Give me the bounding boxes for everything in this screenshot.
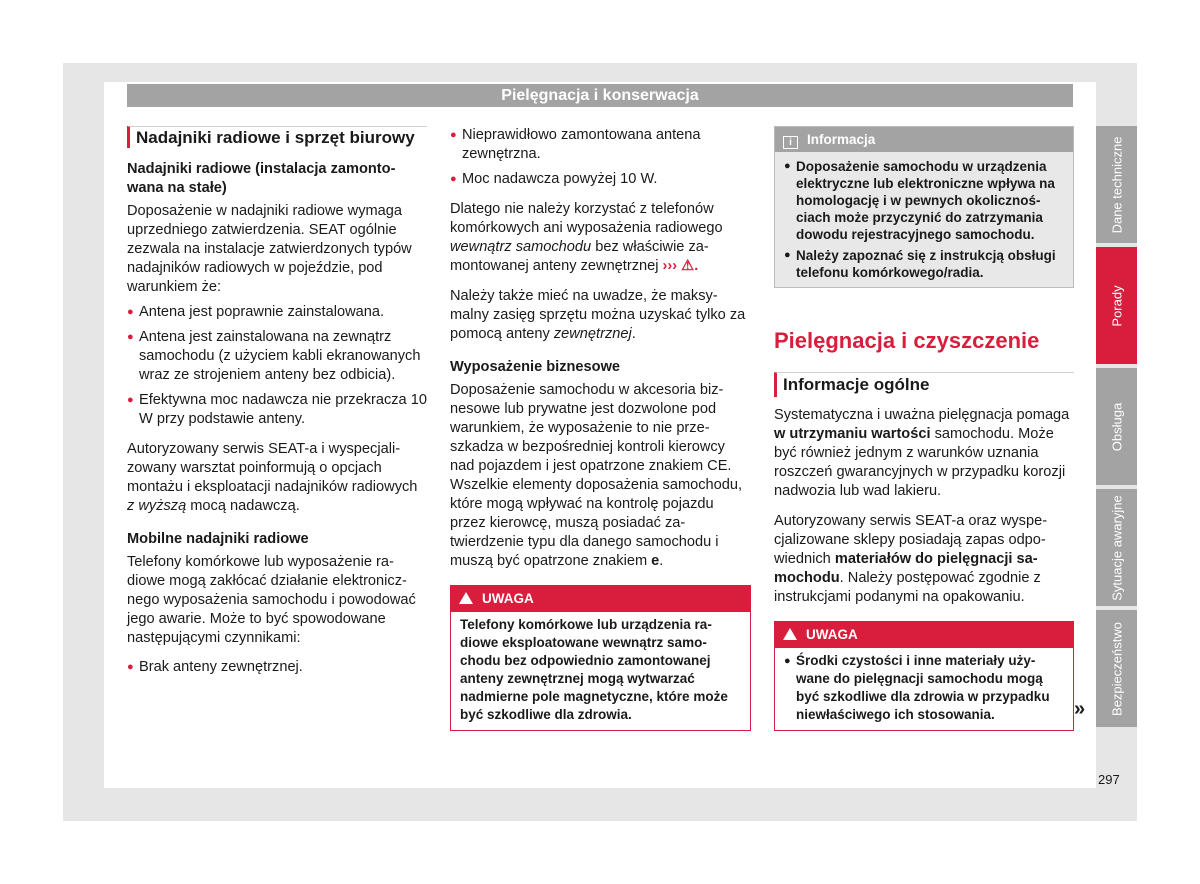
list-item: ● Brak anteny zewnętrznej. [127,658,427,677]
subheading-business-equipment: Wyposażenie biznesowe [450,359,621,375]
column-3 [774,126,1074,731]
list-item: ● Nieprawidłowo zamontowana antena zewnętrzna. [450,126,751,164]
warning-box-cleaning [774,621,1074,731]
paragraph-business: Doposażenie samochodu w akcesoria biznesowe lub prywatne jest dozwolone pod warunkiem, że wyposażenie to nie przeszkadza w bezpośredniej kontroli kierowcy nad pojazdem i jest opatrzone znakiem CE. Wszelkie elementy doposażenia samochodu, które mogą wpływać na kontrolę pojazdu przez kierowcę, muszą posiadać zatwierdzenie typu dla danego samochodu i muszą być opatrzone znakiem e. [450,382,743,569]
info-text [775,152,1073,287]
chapter-header: Pielęgnacja i konserwacja [127,84,1073,107]
section-title-radio: Nadajniki radiowe i sprzęt biurowy [127,126,427,148]
column-1 [127,126,427,677]
info-icon: i [783,136,798,149]
warning-text: ● Środki czystości i inne materiały używane do pielęgnacji samochodu mogą być szkodliwe dla zdrowia w przypadku niewłaściwego ich stosowania. [775,648,1073,730]
paragraph-service-info: Autoryzowany serwis SEAT-a i wyspecjalizowany warsztat poinformują o opcjach montażu i eksploatacji nadajników radiowych z wyższą mocą nadawczą. [127,441,418,514]
paragraph-range: Należy także mieć na uwadze, że maksymalny zasięg sprzętu można uzyskać tylko za pomocą anteny zewnętrznej. [450,288,746,342]
warning-triangle-icon [459,592,473,604]
tab-sytuacje-awaryjne[interactable]: Sytuacje awaryjne [1096,489,1137,606]
tab-bezpieczenstwo[interactable]: Bezpieczeństwo [1096,610,1137,727]
subheading-mobile-transmitters: Mobilne nadajniki radiowe [127,531,309,547]
warning-header: UWAGA [775,622,1073,648]
info-header: i Informacja [775,127,1073,152]
warning-text: Telefony komórkowe lub urządzenia radiowe eksploatowane wewnątrz samochodu bez odpowiednio zamontowanej anteny zewnętrznej mogą wytwarzać nadmierne pole magnetyczne, które może być szkodliwe dla zdrowia. [451,612,750,730]
tab-porady[interactable]: Porady [1096,247,1137,364]
paragraph-care: Systematyczna i uważna pielęgnacja pomaga w utrzymaniu wartości samochodu. Może być również jednym z warunków uznania roszczeń gwarancyjnych w przypadku korozji nadwozia lub wad lakieru. [774,407,1070,499]
chapter-title-care: Pielęgnacja i czyszczenie [774,328,1040,353]
tab-obsluga[interactable]: Obsługa [1096,368,1137,485]
subheading-fixed-transmitters: Nadajniki radiowe (instalacja zamontowana na stałe) [127,161,396,196]
list-item: ● Doposażenie samochodu w urządzenia elektryczne lub elektroniczne wpływa na homologację i w pewnych okolicznościach może przyczynić do zatrzymania dowodu rejestracyjnego samochodu. [784,158,1063,243]
info-box [774,126,1074,288]
paragraph-fixed-intro: Doposażenie w nadajniki radiowe wymaga uprzedniego zatwierdzenia. SEAT ogólnie zezwala na instalacje zatwierdzonych typów nadajników radiowych w pojeździe, pod warunkiem że: [127,203,412,295]
paragraph-materials: Autoryzowany serwis SEAT-a oraz wyspecjalizowane sklepy posiadają zapas odpowiednich materiałów do pielęgnacji samochodu. Należy postępować zgodnie z instrukcjami podanymi na opakowaniu. [774,513,1048,605]
warning-header: UWAGA [451,586,750,612]
column-2 [450,126,751,731]
warning-triangle-icon [783,628,797,640]
list-item: ● Należy zapoznać się z instrukcją obsługi telefonu komórkowego/radia. [784,247,1063,281]
warning-box-phones [450,585,751,731]
list-item: ● Moc nadawcza powyżej 10 W. [450,170,751,189]
paragraph-mobile: Telefony komórkowe lub wyposażenie radiowe mogą zakłócać działanie elektronicznego wyposażenia samochodu i powodować jego awarie. Może to być spowodowane następującymi czynnikami: [127,554,416,646]
warning-reference-link[interactable]: ››› ⚠. [662,258,699,274]
tab-dane-techniczne[interactable]: Dane techniczne [1096,126,1137,243]
list-item: ● Antena jest poprawnie zainstalowana. [127,303,427,322]
section-title-general: Informacje ogólne [774,372,1074,397]
paragraph-no-phones: Dlatego nie należy korzystać z telefonów komórkowych ani wyposażenia radiowego wewnątrz samochodu bez właściwie zamontowanej anteny zewnętrznej ››› ⚠. [450,201,723,274]
list-item: ● Antena jest zainstalowana na zewnątrz samochodu (z użyciem kabli ekranowanych wraz ze strojeniem anteny bez odbicia). [127,328,427,385]
continue-icon: » [1074,698,1086,720]
list-item: ● Efektywna moc nadawcza nie przekracza 10 W przy podstawie anteny. [127,391,427,429]
page-number: 297 [1098,772,1120,787]
